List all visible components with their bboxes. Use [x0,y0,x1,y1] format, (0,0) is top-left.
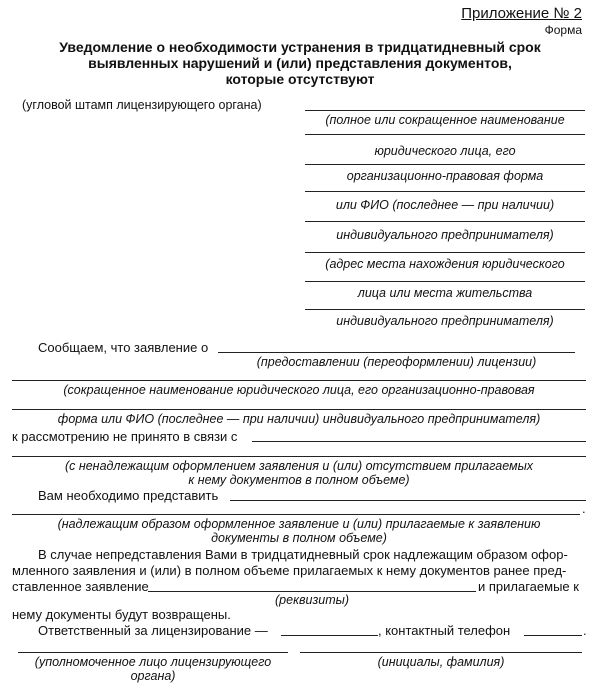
recipient-caption-5: индивидуального предпринимателя) [336,228,554,242]
signature-line-left [18,652,288,653]
appendix-number: Приложение № 2 [461,5,582,22]
need-submit-text: Вам необходимо представить [38,488,219,503]
org-line-1 [12,380,586,381]
signature-caption-left-2: органа) [130,669,176,683]
signature-caption-right: (инициалы, фамилия) [377,655,505,669]
recipient-caption-7: лица или места жительства [357,286,533,300]
recipient-caption-6: (адрес места нахождения юридического [325,257,565,271]
paragraph-line-3-prefix: ставленное заявление [12,579,149,594]
title-line-2: выявленных нарушений и (или) представления документов, [88,55,512,71]
phone-line [524,635,582,636]
signature-caption-left-1: (уполномоченное лицо лицензирующего [34,655,272,669]
recipient-line-8 [305,309,585,310]
reason-caption-1: (с ненадлежащим оформлением заявления и (или) отсутствием прилагаемых [64,459,534,473]
signature-line-right [300,652,582,653]
document-title [0,39,600,87]
org-caption-2: форма или ФИО (последнее — при наличии) индивидуального предпринимателя) [57,412,541,426]
stamp-label: (угловой штамп лицензирующего органа) [22,98,262,112]
recipient-line-5 [305,221,585,222]
submit-dot: . [582,501,586,516]
org-line-2 [12,409,586,410]
not-accepted-line [252,441,586,442]
submit-line [12,514,580,515]
title-line-1: Уведомление о необходимости устранения в тридцатидневный срок [59,39,541,55]
recipient-line-3 [305,164,585,165]
statement-line [218,352,575,353]
contact-phone-label: , контактный телефон [378,623,511,638]
form-label: Форма [544,23,582,37]
recipient-caption-1: (полное или сокращенное наименование [325,113,565,127]
recipient-line-2 [305,134,585,135]
requisites-caption: (реквизиты) [275,593,349,607]
recipient-line-7 [305,281,585,282]
paragraph-line-3-suffix: и прилагаемые к [478,579,579,594]
statement-caption: (предоставлении (переоформлении) лицензии) [256,355,537,369]
paragraph-line-4: нему документы будут возвращены. [12,607,231,622]
not-accepted-text: к рассмотрению не принято в связи с [12,429,238,444]
phone-dot: . [583,623,587,638]
reason-line [12,456,586,457]
recipient-caption-3: организационно-правовая форма [346,169,544,183]
recipient-line-1 [305,110,585,111]
need-submit-line [230,500,586,501]
responsible-label: Ответственный за лицензирование — [38,623,268,638]
responsible-line [281,635,378,636]
recipient-caption-2: юридического лица, его [374,144,516,158]
recipient-caption-8: индивидуального предпринимателя) [336,314,554,328]
paragraph-line-1: В случае непредставления Вами в тридцатидневный срок надлежащим образом офор- [38,547,568,562]
requisites-line [148,591,476,592]
title-line-3: которые отсутствуют [225,71,375,87]
submit-caption-1: (надлежащим образом оформленное заявление и (или) прилагаемые к заявлению [57,517,541,531]
paragraph-line-2: мленного заявления и (или) в полном объеме прилагаемых к нему документов ранее пред- [12,563,567,578]
org-caption-1: (сокращенное наименование юридического лица, его организационно-правовая [63,383,535,397]
statement-prefix: Сообщаем, что заявление о [38,340,209,355]
submit-caption-2: документы в полном объеме) [211,531,387,545]
recipient-line-4 [305,191,585,192]
recipient-caption-4: или ФИО (последнее — при наличии) [335,198,555,212]
reason-caption-2: к нему документов в полном объеме) [188,473,410,487]
recipient-line-6 [305,252,585,253]
